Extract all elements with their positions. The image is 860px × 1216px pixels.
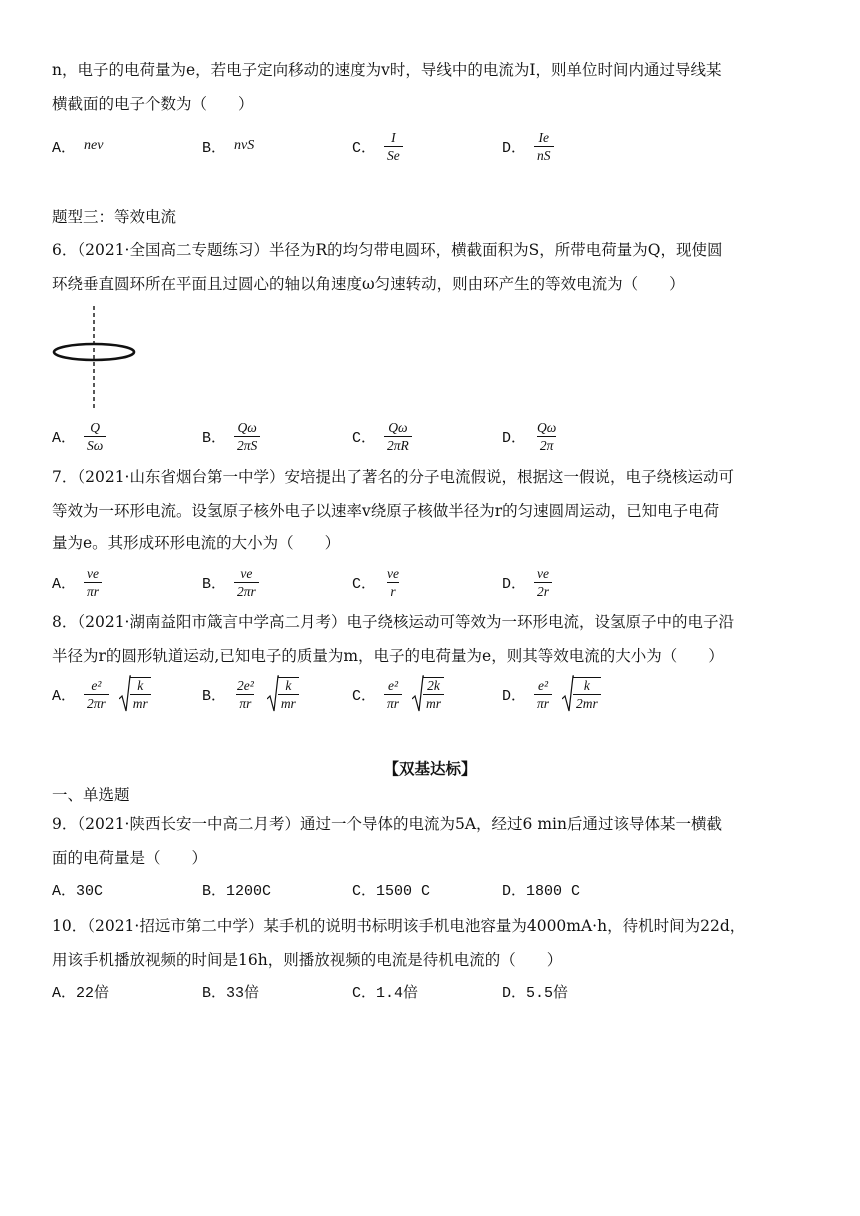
q6-option-d[interactable]: D． $\frac{Q\omega}{2\pi}$: [502, 414, 559, 458]
q10-option-b[interactable]: B．33倍: [202, 985, 260, 1002]
q9-line2: 面的电荷量是（ ）: [52, 849, 208, 867]
fraction: $\frac{Q\omega}{2\pi}$: [537, 419, 557, 453]
q7-option-d[interactable]: D． $\frac{ve}{2r}$: [502, 560, 552, 604]
q7-line1: 7．（2021·山东省烟台第一中学）安培提出了著名的分子电流假说，根据这一假说，电子绕核运动可: [52, 468, 734, 486]
fraction: $\frac{\text{2e²}}{\pi r}$: [237, 677, 254, 711]
q7-option-b[interactable]: B． $\frac{ve}{2\pi r}$: [202, 560, 259, 604]
q6-options: [52, 414, 812, 458]
q10-option-c[interactable]: C．1.4倍: [352, 985, 419, 1002]
q5-option-b[interactable]: B． nvS: [202, 138, 255, 157]
q9-option-c[interactable]: C．1500 C: [352, 883, 431, 900]
q5-option-c[interactable]: C． $\frac{I}{Se}$: [352, 124, 403, 168]
q8-line1: 8．（2021·湖南益阳市箴言中学高二月考）电子绕核运动可等效为一环形电流，设氢原子中的电子沿: [52, 613, 734, 631]
fraction: $\frac{Q}{S\omega}$: [84, 420, 106, 453]
fraction: $\frac{ve}{\pi r}$: [84, 566, 102, 599]
fraction: $\frac{Ie}{nS}$: [534, 130, 554, 163]
q10-option-a[interactable]: A．22倍: [52, 985, 110, 1002]
q5-line2: 横截面的电子个数为（ ）: [52, 95, 254, 113]
ring-axis-diagram: [50, 304, 142, 414]
q9-option-b[interactable]: B．1200C: [202, 883, 272, 900]
section-title-equivalent-current: 题型三：等效电流: [52, 208, 177, 226]
fraction: $\frac{ve}{2r}$: [534, 566, 552, 599]
square-root: $\frac{k}{mr}$: [119, 675, 151, 713]
section-title-basic-practice: 【双基达标】: [383, 759, 477, 778]
square-root: $\frac{k}{mr}$: [267, 675, 299, 713]
fraction: $\frac{Q\omega}{2\pi S}$: [234, 420, 260, 453]
q8-option-d[interactable]: D． $\frac{\text{e²}}{\pi r}$ $\frac{k}{2mr}$: [502, 672, 601, 716]
q6-option-a[interactable]: A． $\frac{Q}{S\omega}$: [52, 414, 106, 458]
q7-option-c[interactable]: C． $\frac{ve}{r}$: [352, 560, 402, 604]
q8-options: [52, 672, 812, 716]
q8-line2: 半径为r的圆形轨道运动,已知电子的质量为m，电子的电荷量为e，则其等效电流的大小为（ ）: [52, 647, 724, 665]
q6-option-b[interactable]: B． $\frac{Q\omega}{2\pi S}$: [202, 414, 260, 458]
fraction: $\frac{ve}{2\pi r}$: [234, 566, 259, 599]
q8-option-c[interactable]: C． $\frac{\text{e²}}{\pi r}$ $\frac{2k}{mr}$: [352, 672, 444, 716]
q7-option-a[interactable]: A． $\frac{ve}{\pi r}$: [52, 560, 102, 604]
q8-option-a[interactable]: A． $\frac{\text{e²}}{2\pi r}$ $\frac{k}{mr}$: [52, 672, 151, 716]
fraction: $\frac{\text{e²}}{2\pi r}$: [84, 678, 109, 711]
q9-option-a[interactable]: A．30C: [52, 883, 104, 900]
fraction: $\frac{\text{e²}}{\pi r}$: [384, 678, 402, 711]
q7-line2: 等效为一环形电流。设氢原子核外电子以速率v绕原子核做半径为r的匀速圆周运动，已知电子电荷: [52, 502, 720, 520]
fraction: $\frac{\text{e²}}{\pi r}$: [534, 678, 552, 711]
q10-option-d[interactable]: D．5.5倍: [502, 985, 569, 1002]
q5-option-d[interactable]: D． $\frac{Ie}{nS}$: [502, 124, 554, 168]
q5-option-a[interactable]: A． nev: [52, 138, 104, 157]
subsection-single-choice: 一、单选题: [52, 786, 130, 804]
fraction: $\frac{ve}{r}$: [387, 565, 399, 599]
q10-line2: 用该手机播放视频的时间是16h，则播放视频的电流是待机电流的（ ）: [52, 951, 563, 969]
q5-line1: n，电子的电荷量为e，若电子定向移动的速度为v时，导线中的电流为I，则单位时间内通过导线某: [52, 61, 722, 79]
q10-line1: 10．（2021·招远市第二中学）某手机的说明书标明该手机电池容量为4000mA·h，待机时间为22d，: [52, 917, 746, 935]
q9-line1: 9．（2021·陕西长安一中高二月考）通过一个导体的电流为5A，经过6 min后通过该导体某一横截: [52, 815, 722, 833]
q7-options: [52, 560, 812, 604]
fraction: $\frac{I}{Se}$: [384, 130, 403, 163]
square-root: $\frac{k}{2mr}$: [562, 675, 601, 713]
q6-line1: 6．（2021·全国高二专题练习）半径为R的均匀带电圆环，横截面积为S，所带电荷量为Q，现使圆: [52, 241, 723, 259]
q9-option-d[interactable]: D．1800 C: [502, 883, 581, 900]
fraction: $\frac{Q\omega}{2\pi R}$: [384, 420, 412, 453]
q5-options: [52, 124, 812, 168]
square-root: $\frac{2k}{mr}$: [412, 675, 444, 713]
q6-line2: 环绕垂直圆环所在平面且过圆心的轴以角速度ω匀速转动，则由环产生的等效电流为（ ）: [52, 275, 685, 293]
q8-option-b[interactable]: B． $\frac{\text{2e²}}{\pi r}$ $\frac{k}{mr}$: [202, 672, 299, 716]
q7-line3: 量为e。其形成环形电流的大小为（ ）: [52, 534, 341, 552]
q6-option-c[interactable]: C． $\frac{Q\omega}{2\pi R}$: [352, 414, 412, 458]
